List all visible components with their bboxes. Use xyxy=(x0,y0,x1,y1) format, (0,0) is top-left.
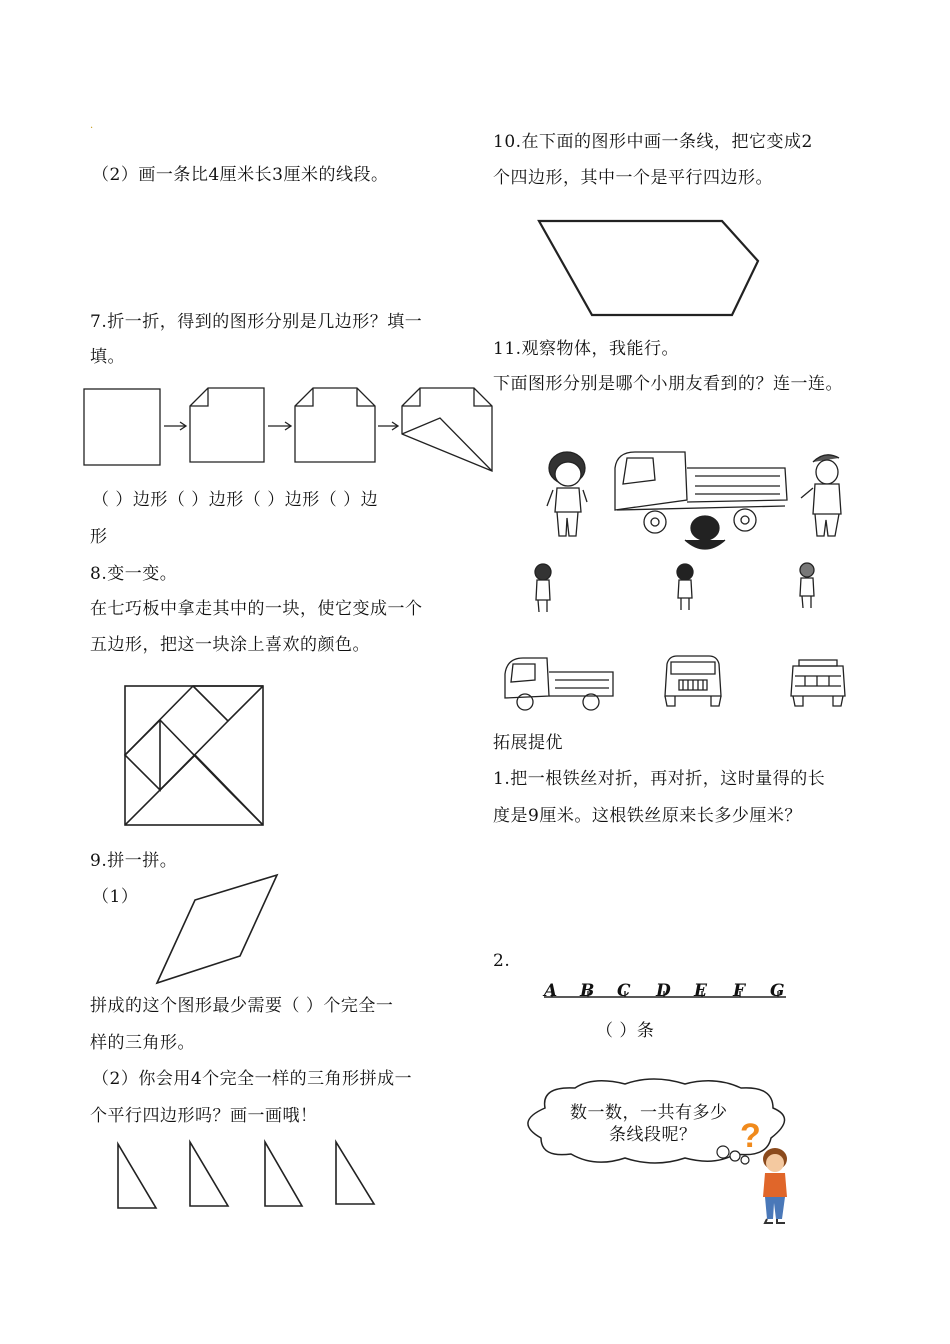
point-label-b: B xyxy=(580,981,595,1001)
thinking-boy-figure xyxy=(755,1145,795,1225)
bubble-line1: 数一数，一共有多少 xyxy=(570,1103,728,1123)
pentagon-figure xyxy=(535,215,765,323)
triangle-4 xyxy=(336,1142,374,1204)
small-man-figure xyxy=(800,563,814,608)
boy-left-figure xyxy=(547,452,587,536)
folding-figures xyxy=(80,376,500,476)
q9-text-line1: 拼成的这个图形最少需要（ ）个完全一 xyxy=(90,996,394,1016)
q7-blanks: （ ）边形（ ）边形（ ）边形（ ）边 xyxy=(92,490,379,510)
q9-text-line2: 样的三角形。 xyxy=(90,1033,195,1053)
triangle-3 xyxy=(265,1142,302,1206)
truck-side-view xyxy=(505,658,613,710)
rhombus-figure xyxy=(150,870,285,988)
arrow-2 xyxy=(268,422,291,430)
q10-line1: 10.在下面的图形中画一条线，把它变成2 xyxy=(493,132,813,152)
fold-square-3 xyxy=(295,388,375,462)
point-label-f: F xyxy=(733,981,746,1001)
ext2-number: 2. xyxy=(493,951,511,971)
truck-figure xyxy=(615,452,787,549)
truck-views xyxy=(495,650,865,715)
q9-part2-line2: 个平行四边形吗？画一画哦！ xyxy=(90,1106,318,1126)
q8-line1: 在七巧板中拿走其中的一块，使它变成一个 xyxy=(90,599,423,619)
q11-text: 下面图形分别是哪个小朋友看到的？连一连。 xyxy=(493,374,843,394)
q9-part1-label: （1） xyxy=(92,887,139,907)
q9-title: 9.拼一拼。 xyxy=(90,851,178,871)
extension-title: 拓展提优 xyxy=(493,733,563,753)
fold-square-2 xyxy=(190,388,264,462)
q7-title-line1: 7.折一折，得到的图形分别是几边形？填一 xyxy=(90,312,423,332)
point-label-a: A xyxy=(544,981,558,1001)
arrow-1 xyxy=(164,422,186,430)
q8-title: 8.变一变。 xyxy=(90,564,178,584)
small-boy-figure xyxy=(535,564,551,612)
q6-part2-text: （2）画一条比4厘米长3厘米的线段。 xyxy=(92,165,389,185)
point-label-e: E xyxy=(694,981,708,1001)
q7-title-line2: 填。 xyxy=(90,347,125,367)
ext2-blank: （ ）条 xyxy=(596,1021,655,1041)
small-girl-figure xyxy=(677,564,693,610)
man-right-figure xyxy=(801,455,841,536)
arrow-3 xyxy=(378,422,398,430)
q7-blanks-tail: 形 xyxy=(90,527,108,547)
observation-scene xyxy=(535,440,865,620)
q9-part2-line1: （2）你会用4个完全一样的三角形拼成一 xyxy=(92,1069,413,1089)
point-label-d: D xyxy=(656,981,672,1001)
q8-line2: 五边形，把这一块涂上喜欢的颜色。 xyxy=(90,635,370,655)
point-label-g: G xyxy=(770,981,786,1001)
q11-title: 11.观察物体，我能行。 xyxy=(493,339,680,359)
four-triangles xyxy=(110,1136,390,1216)
dot-mark: · xyxy=(90,123,94,134)
ext1-line1: 1.把一根铁丝对折，再对折，这时量得的长 xyxy=(493,769,826,789)
q10-line2: 个四边形，其中一个是平行四边形。 xyxy=(493,168,773,188)
ext1-line2: 度是9厘米。这根铁丝原来长多少厘米？ xyxy=(493,806,802,826)
truck-back-view xyxy=(791,660,845,706)
bubble-line2: 条线段呢？ xyxy=(609,1125,697,1145)
tangram xyxy=(120,680,270,830)
truck-front-view xyxy=(665,656,721,706)
fold-square-4 xyxy=(402,388,492,471)
fold-square-1 xyxy=(84,389,160,465)
question-mark-icon: ? xyxy=(740,1117,762,1155)
triangle-2 xyxy=(190,1142,228,1206)
point-label-c: C xyxy=(617,981,632,1001)
triangle-1 xyxy=(118,1144,156,1208)
